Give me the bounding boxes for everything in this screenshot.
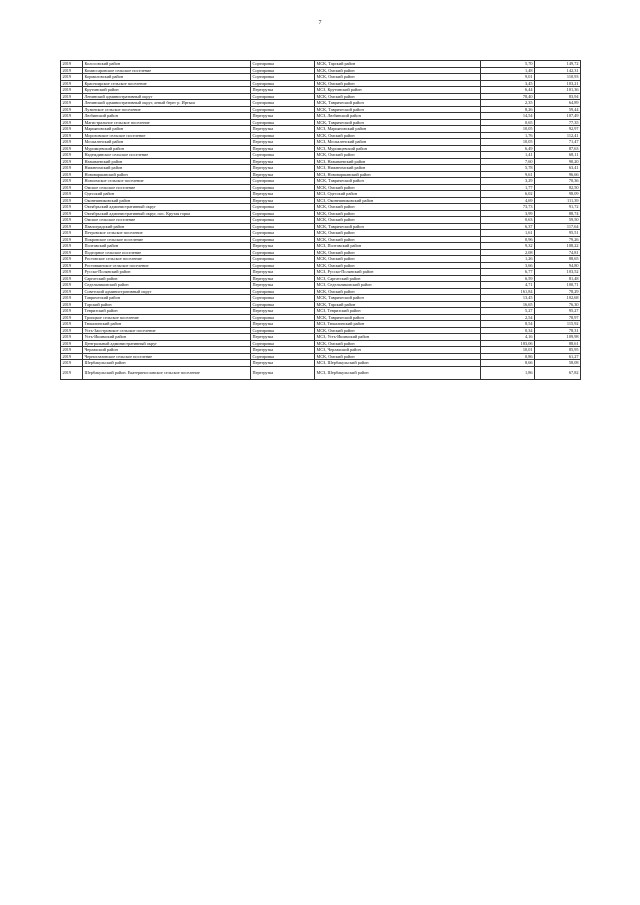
volume-cell: 2,35 (481, 100, 535, 107)
operation-cell: Перегрузка (251, 347, 315, 354)
territory-cell: Петровское сельское поселение (83, 230, 251, 237)
distance-cell: 79,26 (535, 236, 581, 243)
volume-cell: 5,78 (481, 165, 535, 172)
operation-cell: Перегрузка (251, 282, 315, 289)
year-cell: 2019 (61, 93, 83, 100)
volume-cell: 9,61 (481, 171, 535, 178)
volume-cell: 1,77 (481, 184, 535, 191)
facility-cell: МСЗ, Шербакульский район (315, 366, 481, 379)
year-cell: 2019 (61, 132, 83, 139)
volume-cell: 4,16 (481, 334, 535, 341)
territory-cell: Надеждинское сельское поселение (83, 152, 251, 159)
operation-cell: Сортировка (251, 262, 315, 269)
territory-cell: Любинский район (83, 113, 251, 120)
distance-cell: 58,08 (535, 360, 581, 367)
operation-cell: Сортировка (251, 353, 315, 360)
year-cell: 2019 (61, 321, 83, 328)
distance-cell: 101,36 (535, 87, 581, 94)
distance-cell: 94,80 (535, 262, 581, 269)
facility-cell: МСК, Таврический район (315, 106, 481, 113)
operation-cell: Перегрузка (251, 308, 315, 315)
facility-cell: МСК, Таврический район (315, 314, 481, 321)
distance-cell: 76,30 (535, 301, 581, 308)
year-cell: 2019 (61, 217, 83, 224)
territory-cell: Морозовское сельское поселение (83, 132, 251, 139)
territory-cell: Усть-Заостровское сельское поселение (83, 327, 251, 334)
operation-cell: Перегрузка (251, 269, 315, 276)
operation-cell: Сортировка (251, 132, 315, 139)
volume-cell: 1,76 (481, 132, 535, 139)
year-cell: 2019 (61, 301, 83, 308)
operation-cell: Сортировка (251, 106, 315, 113)
operation-cell: Сортировка (251, 230, 315, 237)
territory-cell: Кормиловский район (83, 74, 251, 81)
territory-cell: Магистральное сельское поселение (83, 119, 251, 126)
volume-cell: 4,69 (481, 197, 535, 204)
year-cell: 2019 (61, 145, 83, 152)
territory-cell: Называевский район (83, 158, 251, 165)
territory-cell: Тарский район (83, 301, 251, 308)
year-cell: 2019 (61, 308, 83, 315)
distance-cell: 71,47 (535, 139, 581, 146)
facility-cell: МСЗ, Крутинский район (315, 87, 481, 94)
year-cell: 2019 (61, 158, 83, 165)
year-cell: 2019 (61, 171, 83, 178)
distance-cell: 98,09 (535, 191, 581, 198)
year-cell: 2019 (61, 197, 83, 204)
territory-cell: Марьяновский район (83, 126, 251, 133)
facility-cell: МСЗ, Черлакский район (315, 347, 481, 354)
volume-cell: 6,77 (481, 269, 535, 276)
distance-cell: 108,22 (535, 243, 581, 250)
territory-cell: Усть-Ишимский район (83, 334, 251, 341)
volume-cell: 3,29 (481, 178, 535, 185)
territory-cell: Нижнеомский район (83, 165, 251, 172)
territory-cell: Колосовский район (83, 61, 251, 68)
distance-cell: 68,11 (535, 152, 581, 159)
distance-cell: 117,64 (535, 223, 581, 230)
facility-cell: МСЗ, Шербакульский район (315, 360, 481, 367)
distance-cell: 74,81 (535, 249, 581, 256)
year-cell: 2019 (61, 178, 83, 185)
facility-cell: МСК, Омский район (315, 210, 481, 217)
volume-cell: 3,66 (481, 262, 535, 269)
distance-cell: 87,63 (535, 145, 581, 152)
year-cell: 2019 (61, 67, 83, 74)
page-number: 7 (318, 20, 322, 26)
volume-cell: 8,26 (481, 106, 535, 113)
territory-cell: Оконешниковский район (83, 197, 251, 204)
operation-cell: Перегрузка (251, 165, 315, 172)
volume-cell: 78,40 (481, 93, 535, 100)
distance-cell: 78,29 (535, 288, 581, 295)
operation-cell: Сортировка (251, 314, 315, 321)
volume-cell: 0,34 (481, 327, 535, 334)
year-cell: 2019 (61, 74, 83, 81)
year-cell: 2019 (61, 334, 83, 341)
facility-cell: МСЗ, Усть-Ишимский район (315, 334, 481, 341)
facility-cell: МСЗ, Оконешниковский район (315, 197, 481, 204)
operation-cell: Сортировка (251, 217, 315, 224)
volume-cell: 14,54 (481, 113, 535, 120)
facility-cell: МСК, Омский район (315, 93, 481, 100)
distance-cell: 59,44 (535, 106, 581, 113)
operation-cell: Сортировка (251, 340, 315, 347)
facility-cell: МСК, Таврический район (315, 178, 481, 185)
distance-cell: 70,36 (535, 178, 581, 185)
territory-cell: Павлоградский район (83, 223, 251, 230)
facility-cell: МСК, Омский район (315, 132, 481, 139)
year-cell: 2019 (61, 236, 83, 243)
territory-cell: Троицкое сельское поселение (83, 314, 251, 321)
volume-cell: 5,70 (481, 61, 535, 68)
volume-cell: 6,59 (481, 275, 535, 282)
territory-cell: Москаленский район (83, 139, 251, 146)
year-cell: 2019 (61, 327, 83, 334)
distance-cell: 77,35 (535, 119, 581, 126)
operation-cell: Сортировка (251, 61, 315, 68)
year-cell: 2019 (61, 80, 83, 87)
facility-cell: МСЗ, Русско-Полянский район (315, 269, 481, 276)
facility-cell: МСК, Омский район (315, 184, 481, 191)
year-cell: 2019 (61, 314, 83, 321)
volume-cell: 0,63 (481, 217, 535, 224)
volume-cell: 16,65 (481, 301, 535, 308)
operation-cell: Сортировка (251, 288, 315, 295)
territory-cell: Новоомское сельское поселение (83, 178, 251, 185)
facility-cell: МСК, Тарский район (315, 61, 481, 68)
territory-cell: Подгорное сельское поселение (83, 249, 251, 256)
distance-cell: 82,50 (535, 184, 581, 191)
facility-cell: МСЗ, Муромцевский район (315, 145, 481, 152)
facility-cell: МСЗ, Нижнеомский район (315, 165, 481, 172)
operation-cell: Сортировка (251, 119, 315, 126)
year-cell: 2019 (61, 282, 83, 289)
year-cell: 2019 (61, 113, 83, 120)
volume-cell: 1,41 (481, 152, 535, 159)
territory-cell: Ленинский административный округ, левый берег р. Иртыш (83, 100, 251, 107)
volume-cell: 10,01 (481, 347, 535, 354)
year-cell: 2019 (61, 249, 83, 256)
facility-cell: МСЗ, Саргатский район (315, 275, 481, 282)
volume-cell: 6,02 (481, 191, 535, 198)
distance-cell: 67,82 (535, 366, 581, 379)
volume-cell: 183,06 (481, 340, 535, 347)
facility-cell: МСК, Омский район (315, 327, 481, 334)
operation-cell: Сортировка (251, 301, 315, 308)
operation-cell: Перегрузка (251, 87, 315, 94)
year-cell: 2019 (61, 223, 83, 230)
territory-cell: Советский административный округ (83, 288, 251, 295)
year-cell: 2019 (61, 269, 83, 276)
operation-cell: Сортировка (251, 74, 315, 81)
distance-cell: 78,31 (535, 327, 581, 334)
territory-cell: Октябрьский административный округ, пос. Крутая горка (83, 210, 251, 217)
facility-cell: МСЗ, Тюкалинский район (315, 321, 481, 328)
operation-cell: Сортировка (251, 249, 315, 256)
territory-cell: Одесский район (83, 191, 251, 198)
year-cell: 2019 (61, 100, 83, 107)
volume-cell: 0,96 (481, 236, 535, 243)
volume-cell: 0,86 (481, 353, 535, 360)
territory-cell: Нововаршавский район (83, 171, 251, 178)
facility-cell: МСК, Таврический район (315, 223, 481, 230)
volume-cell: 1,48 (481, 67, 535, 74)
year-cell: 2019 (61, 165, 83, 172)
distance-cell: 142,31 (535, 67, 581, 74)
distance-cell: 100,71 (535, 282, 581, 289)
facility-cell: МСК, Омский район (315, 230, 481, 237)
operation-cell: Перегрузка (251, 126, 315, 133)
volume-cell: 8,54 (481, 321, 535, 328)
distance-cell: 111,39 (535, 197, 581, 204)
distance-cell: 85,95 (535, 347, 581, 354)
year-cell: 2019 (61, 295, 83, 302)
territory-cell: Лузинское сельское поселение (83, 106, 251, 113)
operation-cell: Сортировка (251, 223, 315, 230)
volume-cell: 7,60 (481, 158, 535, 165)
operation-cell: Перегрузка (251, 197, 315, 204)
distance-cell: 61,27 (535, 353, 581, 360)
territory-cell: Шербакульский район. Екатеринославское сельское поселение (83, 366, 251, 379)
facility-cell: МСЗ, Полтавский район (315, 243, 481, 250)
distance-cell: 149,72 (535, 61, 581, 68)
territory-cell: Центральный административный округ (83, 340, 251, 347)
territory-cell: Седельниковский район (83, 282, 251, 289)
operation-cell: Сортировка (251, 327, 315, 334)
facility-cell: МСЗ, Тевризский район (315, 308, 481, 315)
operation-cell: Перегрузка (251, 113, 315, 120)
territory-cell: Черлакский район (83, 347, 251, 354)
facility-cell: МСЗ, Называевский район (315, 158, 481, 165)
operation-cell: Сортировка (251, 184, 315, 191)
facility-cell: МСЗ, Москаленский район (315, 139, 481, 146)
volume-cell: 6,37 (481, 223, 535, 230)
territory-cell: Муромцевский район (83, 145, 251, 152)
facility-cell: МСК, Таврический район (315, 100, 481, 107)
operation-cell: Перегрузка (251, 171, 315, 178)
year-cell: 2019 (61, 347, 83, 354)
facility-cell: МСК, Омский район (315, 217, 481, 224)
territory-cell: Ростовское сельское поселение (83, 256, 251, 263)
territory-cell: Саргатский район (83, 275, 251, 282)
territory-cell: Крутинский район (83, 87, 251, 94)
facility-cell: МСЗ, Седельниковский район (315, 282, 481, 289)
territory-cell: Русско-Полянский район (83, 269, 251, 276)
year-cell: 2019 (61, 360, 83, 367)
year-cell: 2019 (61, 204, 83, 211)
distance-cell: 91,72 (535, 204, 581, 211)
territory-cell: Красноярское сельское поселение (83, 80, 251, 87)
distance-cell: 81,48 (535, 275, 581, 282)
territory-cell: Комиссаровское сельское поселение (83, 67, 251, 74)
facility-cell: МСЗ, Любинский район (315, 113, 481, 120)
distance-cell: 95,27 (535, 308, 581, 315)
facility-cell: МСК, Омский район (315, 204, 481, 211)
year-cell: 2019 (61, 184, 83, 191)
volume-cell: 6,49 (481, 145, 535, 152)
distance-cell: 92,97 (535, 126, 581, 133)
facility-cell: МСК, Омский район (315, 256, 481, 263)
operation-cell: Сортировка (251, 178, 315, 185)
territory-cell: Омское сельское поселение (83, 217, 251, 224)
facility-cell: МСК, Омский район (315, 340, 481, 347)
operation-cell: Сортировка (251, 152, 315, 159)
distance-cell: 63,41 (535, 165, 581, 172)
operation-cell: Перегрузка (251, 145, 315, 152)
volume-cell: 6,44 (481, 87, 535, 94)
operation-cell: Перегрузка (251, 334, 315, 341)
year-cell: 2019 (61, 262, 83, 269)
territory-cell: Ростовкинское сельское поселение (83, 262, 251, 269)
facility-cell: МСК, Омский район (315, 74, 481, 81)
facility-cell: МСЗ, Марьяновский район (315, 126, 481, 133)
territory-cell: Полтавский район (83, 243, 251, 250)
operation-cell: Перегрузка (251, 139, 315, 146)
territory-cell: Тюкалинский район (83, 321, 251, 328)
table-body (61, 61, 581, 380)
volume-cell: 4,71 (481, 282, 535, 289)
year-cell: 2019 (61, 230, 83, 237)
distance-cell: 95,51 (535, 230, 581, 237)
volume-cell: 3,99 (481, 210, 535, 217)
operation-cell: Сортировка (251, 67, 315, 74)
year-cell: 2019 (61, 256, 83, 263)
distance-cell: 102,68 (535, 295, 581, 302)
territory-cell: Тевризский район (83, 308, 251, 315)
territory-cell: Ленинский административный округ (83, 93, 251, 100)
distance-cell: 107,49 (535, 113, 581, 120)
facility-cell: МСЗ, Нововаршавский район (315, 171, 481, 178)
distance-cell: 103,52 (535, 269, 581, 276)
distance-cell: 88,74 (535, 210, 581, 217)
facility-cell: МСК, Омский район (315, 249, 481, 256)
operation-cell: Перегрузка (251, 191, 315, 198)
volume-cell: 3,45 (481, 80, 535, 87)
volume-cell: 1,61 (481, 230, 535, 237)
year-cell: 2019 (61, 353, 83, 360)
facility-cell: МСК, Омский район (315, 288, 481, 295)
year-cell: 2019 (61, 139, 83, 146)
distance-cell: 88,61 (535, 340, 581, 347)
distance-cell: 83,94 (535, 93, 581, 100)
facility-cell: МСЗ, Одесский район (315, 191, 481, 198)
facility-cell: МСК, Таврический район (315, 295, 481, 302)
year-cell: 2019 (61, 191, 83, 198)
operation-cell: Перегрузка (251, 360, 315, 367)
facility-cell: МСК, Тарский район (315, 301, 481, 308)
facility-cell: МСК, Омский район (315, 80, 481, 87)
year-cell: 2019 (61, 275, 83, 282)
data-table (60, 60, 581, 380)
volume-cell: 73,73 (481, 204, 535, 211)
distance-cell: 90,20 (535, 158, 581, 165)
year-cell: 2019 (61, 87, 83, 94)
volume-cell: 2,54 (481, 314, 535, 321)
operation-cell: Перегрузка (251, 275, 315, 282)
year-cell: 2019 (61, 340, 83, 347)
volume-cell: 5,27 (481, 308, 535, 315)
year-cell: 2019 (61, 152, 83, 159)
volume-cell: 10,05 (481, 126, 535, 133)
volume-cell: 1,26 (481, 256, 535, 263)
facility-cell: МСК, Омский район (315, 353, 481, 360)
facility-cell: МСК, Омский район (315, 262, 481, 269)
volume-cell: 2,08 (481, 249, 535, 256)
year-cell: 2019 (61, 61, 83, 68)
year-cell: 2019 (61, 106, 83, 113)
operation-cell: Сортировка (251, 93, 315, 100)
facility-cell: МСК, Омский район (315, 236, 481, 243)
distance-cell: 59,50 (535, 217, 581, 224)
year-cell: 2019 (61, 243, 83, 250)
territory-cell: Октябрьский административный округ (83, 204, 251, 211)
operation-cell: Сортировка (251, 210, 315, 217)
distance-cell: 103,21 (535, 80, 581, 87)
facility-cell: МСК, Омский район (315, 67, 481, 74)
operation-cell: Сортировка (251, 256, 315, 263)
year-cell: 2019 (61, 119, 83, 126)
facility-cell: МСК, Омский район (315, 152, 481, 159)
distance-cell: 109,98 (535, 334, 581, 341)
volume-cell: 1,86 (481, 366, 535, 379)
operation-cell: Перегрузка (251, 321, 315, 328)
distance-cell: 112,41 (535, 132, 581, 139)
year-cell: 2019 (61, 366, 83, 379)
volume-cell: 10,05 (481, 139, 535, 146)
year-cell: 2019 (61, 126, 83, 133)
distance-cell: 96,66 (535, 171, 581, 178)
territory-cell: Покровское сельское поселение (83, 236, 251, 243)
volume-cell: 9,32 (481, 243, 535, 250)
distance-cell: 115,92 (535, 321, 581, 328)
distance-cell: 110,93 (535, 74, 581, 81)
volume-cell: 8,66 (481, 360, 535, 367)
volume-cell: 13,45 (481, 295, 535, 302)
operation-cell: Сортировка (251, 236, 315, 243)
territory-cell: Шербакульский район (83, 360, 251, 367)
territory-cell: Омское сельское поселение (83, 184, 251, 191)
territory-cell: Таврический район (83, 295, 251, 302)
operation-cell: Сортировка (251, 295, 315, 302)
year-cell: 2019 (61, 288, 83, 295)
distance-cell: 88,65 (535, 256, 581, 263)
distance-cell: 64,89 (535, 100, 581, 107)
year-cell: 2019 (61, 210, 83, 217)
facility-cell: МСК, Таврический район (315, 119, 481, 126)
volume-cell: 9,01 (481, 74, 535, 81)
operation-cell: Сортировка (251, 80, 315, 87)
operation-cell: Сортировка (251, 204, 315, 211)
operation-cell: Перегрузка (251, 366, 315, 379)
territory-cell: Черноглазовское сельское поселение (83, 353, 251, 360)
operation-cell: Перегрузка (251, 243, 315, 250)
operation-cell: Сортировка (251, 100, 315, 107)
table-row (61, 366, 581, 379)
volume-cell: 0,65 (481, 119, 535, 126)
distance-cell: 78,97 (535, 314, 581, 321)
volume-cell: 161,84 (481, 288, 535, 295)
operation-cell: Перегрузка (251, 158, 315, 165)
